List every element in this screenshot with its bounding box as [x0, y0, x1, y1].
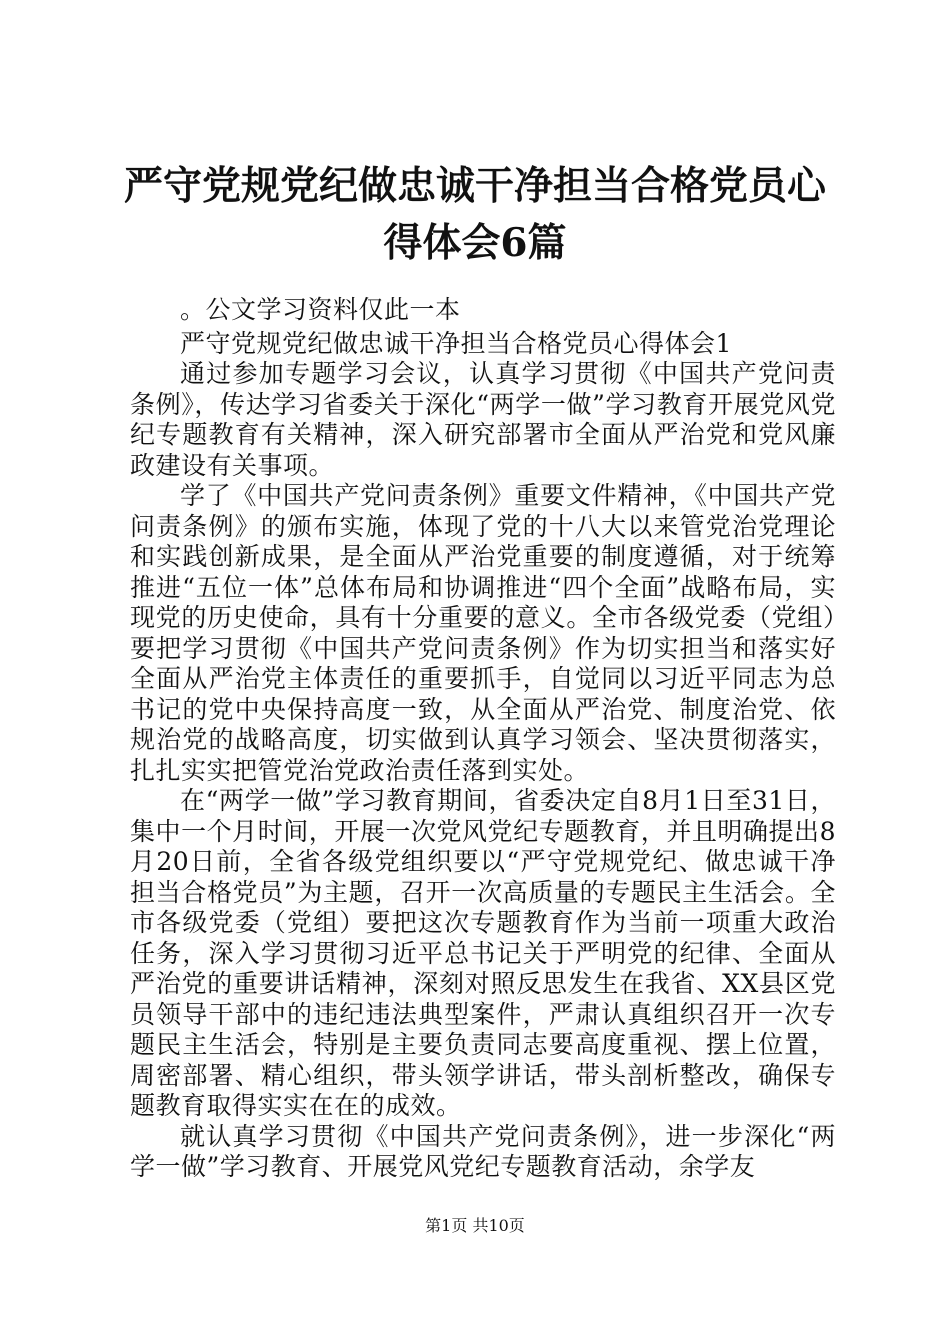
section-heading: 严守党规党纪做忠诚干净担当合格党员心得体会1 — [180, 328, 732, 358]
paragraph-2: 学了《中国共产党问责条例》重要文件精神，《中国共产党问责条例》的颁布实施，体现了党的十八大以来管党治党理论和实践创新成果，是全面从严治党重要的制度遵循，对于统筹推进“五位一体”总体布局和协调推进“四个全面”战略布局，实现党的历史使命，具有十分重要的意义。全市各级党委（党组）要把学习贯彻《中国共产党问责条例》作为切实担当和落实好全面从严治党主体责任的重要抓手，自觉同以习近平同志为总书记的党中央保持高度一致，从全面从严治党、制度治党、依规治党的战略高度，切实做到认真学习领会、坚决贯彻落实，扎扎实实把管党治党政治责任落到实处。 — [130, 481, 836, 785]
document-body — [130, 295, 836, 1183]
note-line: 。公文学习资料仅此一本 — [180, 295, 461, 324]
page-footer: 第1页 共10页 — [425, 1216, 525, 1235]
paragraph-3: 在“两学一做”学习教育期间，省委决定自8月1日至31日，集中一个月时间，开展一次党风党纪专题教育，并且明确提出8月20日前，全省各级党组织要以“严守党规党纪、做忠诚干净担当合格党员”为主题，召开一次高质量的专题民主生活会。全市各级党委（党组）要把这次专题教育作为当前一项重大政治任务，深入学习贯彻习近平总书记关于严明党的纪律、全面从严治党的重要讲话精神，深刻对照反思发生在我省、XX县区党员领导干部中的违纪违法典型案件，严肃认真组织召开一次专题民主生活会，特别是主要负责同志要高度重视、摆上位置，周密部署、精心组织，带头领学讲话，带头剖析整改，确保专题教育取得实实在在的成效。 — [130, 786, 836, 1120]
document-title: 严守党规党纪做忠诚干净担当合格党员心得体会6篇 — [123, 163, 826, 266]
paragraph-4: 就认真学习贯彻《中国共产党问责条例》，进一步深化“两学一做”学习教育、开展党风党纪专题教育活动，余学友 — [130, 1121, 836, 1181]
paragraph-1: 通过参加专题学习会议，认真学习贯彻《中国共产党问责条例》，传达学习省委关于深化“两学一做”学习教育开展党风党纪专题教育有关精神，深入研究部署市全面从严治党和党风廉政建设有关事项。 — [130, 359, 836, 480]
